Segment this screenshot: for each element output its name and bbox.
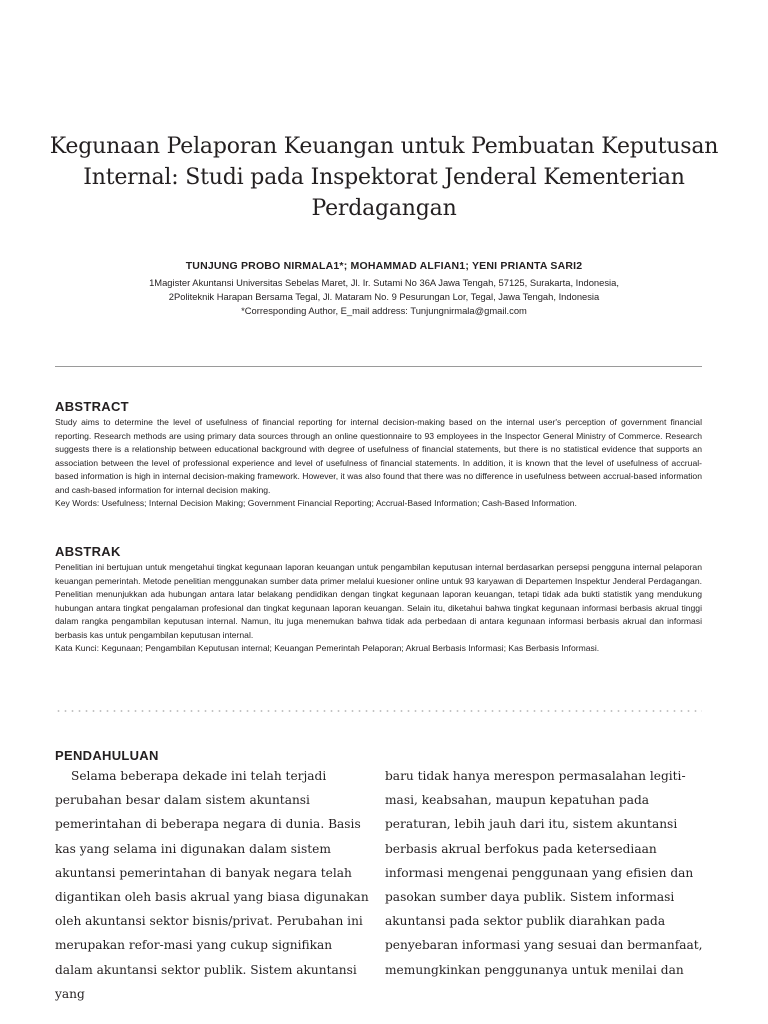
affiliation-1: 1Magister Akuntansi Universitas Sebelas Maret, Jl. Ir. Sutami No 36A Jawa Tengah, 57125, Surakarta, Indonesia, — [149, 277, 619, 288]
header-divider — [55, 366, 702, 367]
abstrak-body — [55, 561, 702, 656]
abstrak-text: Penelitian ini bertujuan untuk mengetahui tingkat kegunaan laporan keuangan untuk pengambilan keputusan internal berdasarkan persepsi pengguna internal pelaporan keuangan pemerintah. Metode penelitian menggunakan sumber data primer melalui kuesioner online untuk 93 karyawan di Departemen Inspektur Jenderal Perdagangan. Penelitian menunjukkan ada hubungan antara latar belakang pendidikan dengan tingkat kegunaan laporan keuangan, tetapi tidak ada bukti statistik yang mendukung hubungan antara tingkat pengalaman profesional dan tingkat kegunaan laporan keuangan. Selain itu, diketahui bahwa tingkat kegunaan informasi berbasis akrual tinggi dalam rangka pengambilan keputusan internal. Namun, itu juga menemukan bahwa tidak ada perbedaan di antara kegunaan informasi berbasis akrual dan informasi berbasis kas untuk pengambilan keputusan internal. — [55, 562, 702, 640]
body-column-right: baru tidak hanya merespon permasalahan legiti-masi, keabsahan, maupun kepatuhan pada peraturan, lebih jauh dari itu, sistem akuntansi berbasis akrual berfokus pada ketersediaan informasi mengenai penggunaan yang efisien dan pasokan sumber daya publik. Sistem informasi akuntansi pada sektor publik diarahkan pada penyebaran informasi yang sesuai dan bermanfaat, memungkinkan penggunanya untuk menilai dan — [385, 769, 703, 977]
abstrak-heading: ABSTRAK — [55, 544, 121, 559]
abstract-text: Study aims to determine the level of usefulness of financial reporting for internal decision-making based on the internal user's perception of government financial reporting. Research methods are using primary data sources through an online questionnaire to 93 employees in the Inspector General Ministry of Commerce. Research suggests there is a relationship between educational background with degree of usefulness of financial statements, but there is no statistical evidence that supports an association between the level of professional experience and level of usefulness of financial statements. In addition, it is known that the level of usefulness of accrual-based information is high in internal decision-making framework. However, it was also found that there was no difference in usefulness between accrual-based information and cash-based information for internal decision making. — [55, 417, 702, 495]
paper-title: Kegunaan Pelaporan Keuangan untuk Pembuatan Keputusan Internal: Studi pada Inspektorat Jenderal Kementerian Perdagangan — [49, 134, 719, 221]
abstract-heading: ABSTRACT — [55, 399, 129, 414]
corresponding-author: *Corresponding Author, E_mail address: Tunjungnirmala@gmail.com — [241, 305, 527, 316]
author-list: TUNJUNG PROBO NIRMALA1*; MOHAMMAD ALFIAN1; YENI PRIANTA SARI2 — [185, 260, 583, 272]
dotted-divider — [55, 710, 702, 712]
affiliation-2: 2Politeknik Harapan Bersama Tegal, Jl. Mataram No. 9 Pesurungan Lor, Tegal, Jawa Tengah, Indonesia — [168, 291, 600, 302]
abstract-body — [55, 416, 702, 511]
body-column-left: Selama beberapa dekade ini telah terjadi perubahan besar dalam sistem akuntansi pemerintahan di beberapa negara di dunia. Basis kas yang selama ini digunakan dalam sistem akuntansi pemerintahan di banyak negara telah digantikan oleh basis akrual yang biasa digunakan oleh akuntansi sektor bisnis/privat. Perubahan ini merupakan refor-masi yang cukup signifikan dalam akuntansi sektor publik. Sistem akuntansi yang — [55, 769, 369, 1001]
abstrak-keywords: Kata Kunci: Kegunaan; Pengambilan Keputusan internal; Keuangan Pemerintah Pelaporan; Akrual Berbasis Informasi; Kas Berbasis Informasi. — [55, 643, 600, 653]
abstract-keywords: Key Words: Usefulness; Internal Decision Making; Government Financial Reporting; Accrual-Based Information; Cash-Based Information. — [55, 498, 577, 508]
pendahuluan-heading: PENDAHULUAN — [55, 748, 159, 763]
